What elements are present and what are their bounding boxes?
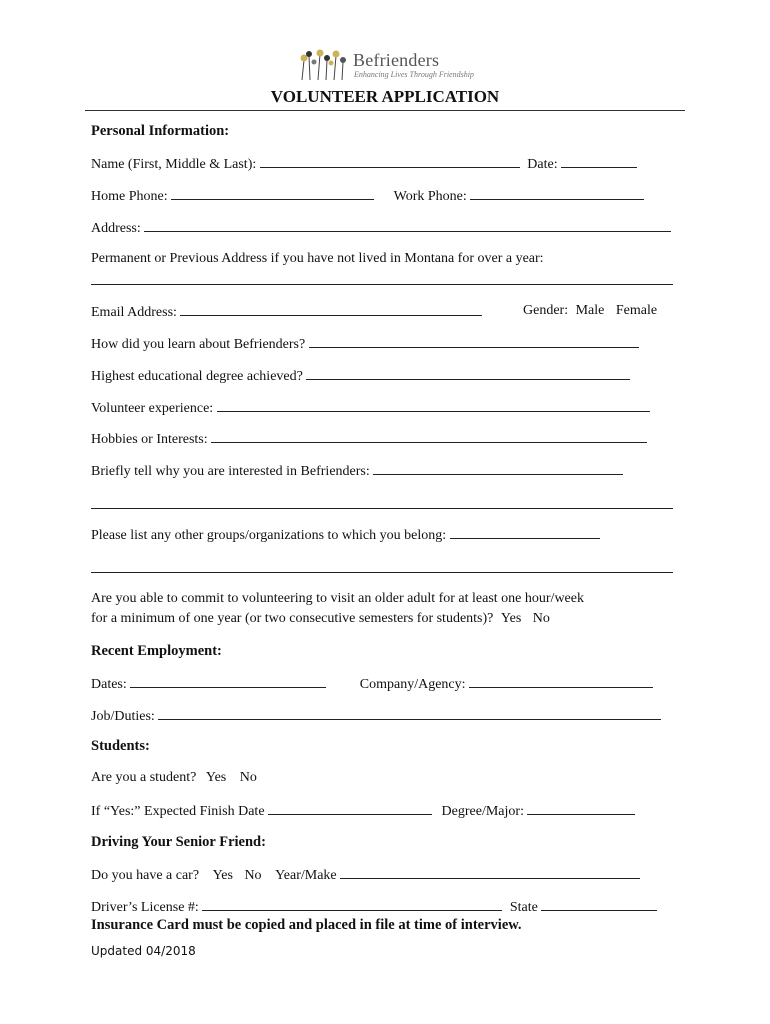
email-field[interactable] — [180, 303, 482, 316]
finish-date-field[interactable] — [268, 802, 432, 815]
date-label: Date: — [527, 157, 558, 172]
permanent-address-label: Permanent or Previous Address if you have not lived in Montana for over a year: — [91, 251, 544, 266]
year-make-field[interactable] — [340, 866, 640, 879]
email-label: Email Address: — [91, 305, 177, 320]
email-row — [91, 303, 482, 321]
groups-field-continued[interactable] — [91, 560, 673, 573]
major-field[interactable] — [527, 802, 635, 815]
flower-logo-icon — [296, 48, 352, 82]
name-label: Name (First, Middle & Last): — [91, 157, 257, 172]
learn-field[interactable] — [309, 335, 639, 348]
car-no-option[interactable]: No — [244, 868, 262, 883]
duties-field[interactable] — [158, 707, 661, 720]
insurance-note: Insurance Card must be copied and placed in file at time of interview. — [91, 917, 522, 933]
degree-label: Highest educational degree achieved? — [91, 369, 303, 384]
car-yes-option[interactable]: Yes — [212, 868, 233, 883]
address-label: Address: — [91, 221, 141, 236]
befrienders-logo — [296, 48, 486, 84]
commit-question: for a minimum of one year (or two consecutive semesters for students)? — [91, 611, 494, 626]
logo-name: Befrienders — [353, 50, 440, 70]
name-row — [91, 155, 637, 173]
license-row — [91, 898, 657, 916]
license-field[interactable] — [202, 898, 502, 911]
driving-heading: Driving Your Senior Friend: — [91, 834, 266, 850]
date-field[interactable] — [561, 155, 637, 168]
dates-field[interactable] — [130, 675, 326, 688]
duties-label: Job/Duties: — [91, 709, 155, 724]
license-label: Driver’s License #: — [91, 900, 199, 915]
student-question: Are you a student? — [91, 770, 197, 785]
name-field[interactable] — [260, 155, 520, 168]
state-field[interactable] — [541, 898, 657, 911]
why-field[interactable] — [373, 462, 623, 475]
car-row — [91, 866, 640, 884]
major-label: Degree/Major: — [441, 804, 524, 819]
experience-field[interactable] — [217, 399, 650, 412]
personal-heading: Personal Information: — [91, 123, 230, 139]
why-label: Briefly tell why you are interested in Befrienders: — [91, 464, 370, 479]
gender-label: Gender: — [523, 303, 569, 318]
employment-dates-row — [91, 675, 653, 693]
why-row — [91, 462, 623, 480]
logo-tagline: Enhancing Lives Through Friendship — [354, 70, 474, 79]
address-field[interactable] — [144, 219, 671, 232]
why-field-continued[interactable] — [91, 496, 673, 509]
dates-label: Dates: — [91, 677, 127, 692]
students-heading: Students: — [91, 738, 150, 754]
permanent-address-row — [91, 251, 544, 267]
gender-female-option[interactable]: Female — [615, 303, 658, 318]
commit-yes-option[interactable]: Yes — [500, 611, 522, 626]
student-question-row — [91, 770, 257, 786]
permanent-address-field[interactable] — [91, 272, 673, 285]
work-phone-field[interactable] — [470, 187, 644, 200]
commit-line-1: Are you able to commit to volunteering to visit an older adult for at least one hour/week — [91, 591, 584, 606]
gender-male-option[interactable]: Male — [575, 303, 605, 318]
student-no-option[interactable]: No — [239, 770, 257, 785]
groups-label: Please list any other groups/organizations to which you belong: — [91, 528, 447, 543]
updated-date: Updated 04/2018 — [91, 944, 196, 958]
home-phone-field[interactable] — [171, 187, 374, 200]
hobbies-row — [91, 430, 647, 448]
finish-date-label: If “Yes:” Expected Finish Date — [91, 804, 265, 819]
work-phone-label: Work Phone: — [393, 189, 467, 204]
groups-field[interactable] — [450, 526, 600, 539]
experience-label: Volunteer experience: — [91, 401, 214, 416]
page-title: VOLUNTEER APPLICATION — [270, 87, 500, 106]
degree-row — [91, 367, 630, 385]
home-phone-label: Home Phone: — [91, 189, 168, 204]
groups-row — [91, 526, 600, 544]
state-label: State — [509, 900, 538, 915]
experience-row — [91, 399, 650, 417]
phone-row — [91, 187, 644, 205]
gender-group — [523, 303, 657, 319]
learn-row — [91, 335, 639, 353]
company-field[interactable] — [469, 675, 653, 688]
year-make-label: Year/Make — [275, 868, 337, 883]
commit-no-option[interactable]: No — [532, 611, 550, 626]
employment-heading: Recent Employment: — [91, 643, 222, 659]
finish-date-row — [91, 802, 635, 820]
car-question: Do you have a car? — [91, 868, 200, 883]
company-label: Company/Agency: — [359, 677, 466, 692]
degree-field[interactable] — [306, 367, 630, 380]
duties-row — [91, 707, 661, 725]
hobbies-field[interactable] — [211, 430, 647, 443]
title-divider — [85, 110, 685, 111]
student-yes-option[interactable]: Yes — [205, 770, 227, 785]
hobbies-label: Hobbies or Interests: — [91, 432, 208, 447]
learn-label: How did you learn about Befrienders? — [91, 337, 306, 352]
commit-line-2 — [91, 611, 550, 627]
address-row — [91, 219, 671, 237]
